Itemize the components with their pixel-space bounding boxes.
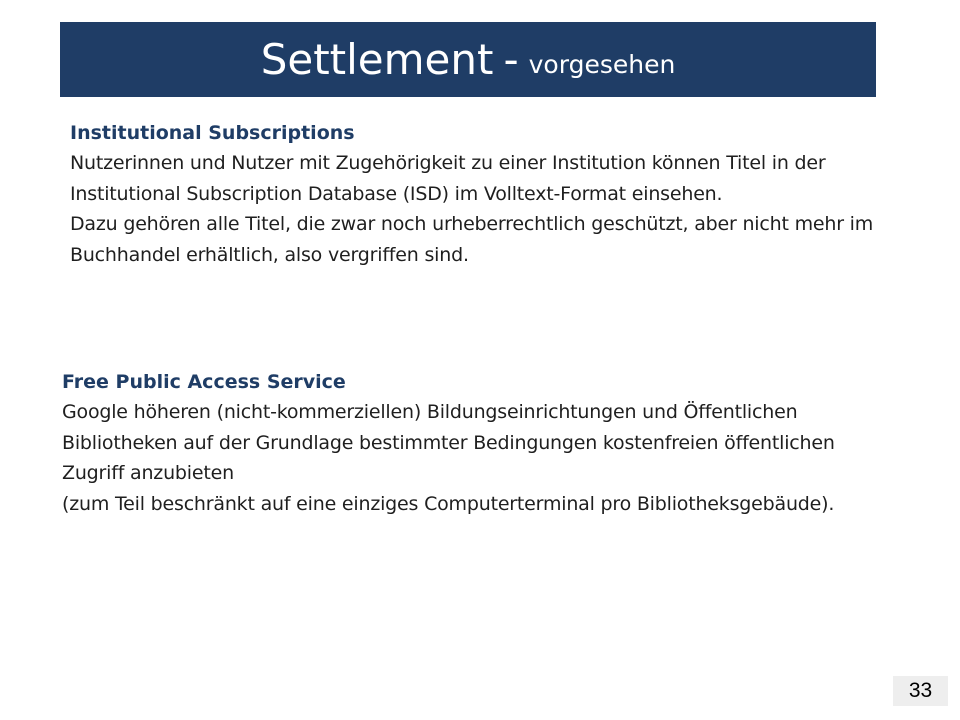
title-bar: [60, 22, 876, 97]
section-heading: Free Public Access Service: [62, 371, 346, 393]
title-separator: -: [503, 34, 519, 84]
section-paragraph: (zum Teil beschränkt auf eine einziges Computerterminal pro Bibliotheksgebäude).: [62, 492, 835, 515]
slide-subtitle: vorgesehen: [528, 50, 676, 79]
section-paragraph: Nutzerinnen und Nutzer mit Zugehörigkeit zu einer Institution können Titel in der Institutional Subscription Database (ISD) im Volltext-Format einsehen.: [70, 152, 826, 205]
section-heading: Institutional Subscriptions: [70, 122, 355, 144]
slide-title: Settlement: [260, 34, 494, 84]
section-paragraph: Google höheren (nicht-kommerziellen) Bildungseinrichtungen und Öffentlichen Bibliotheken auf der Grundlage bestimmter Bedingungen kostenfreien öffentlichen Zugriff anzubieten: [62, 401, 835, 485]
section-free-public-access: [62, 367, 902, 519]
slide-page-number: 33: [893, 676, 948, 706]
section-paragraph: Dazu gehören alle Titel, die zwar noch urheberrechtlich geschützt, aber nicht mehr im Buchhandel erhältlich, also vergriffen sind.: [70, 213, 874, 266]
section-institutional-subscriptions: [70, 118, 890, 270]
